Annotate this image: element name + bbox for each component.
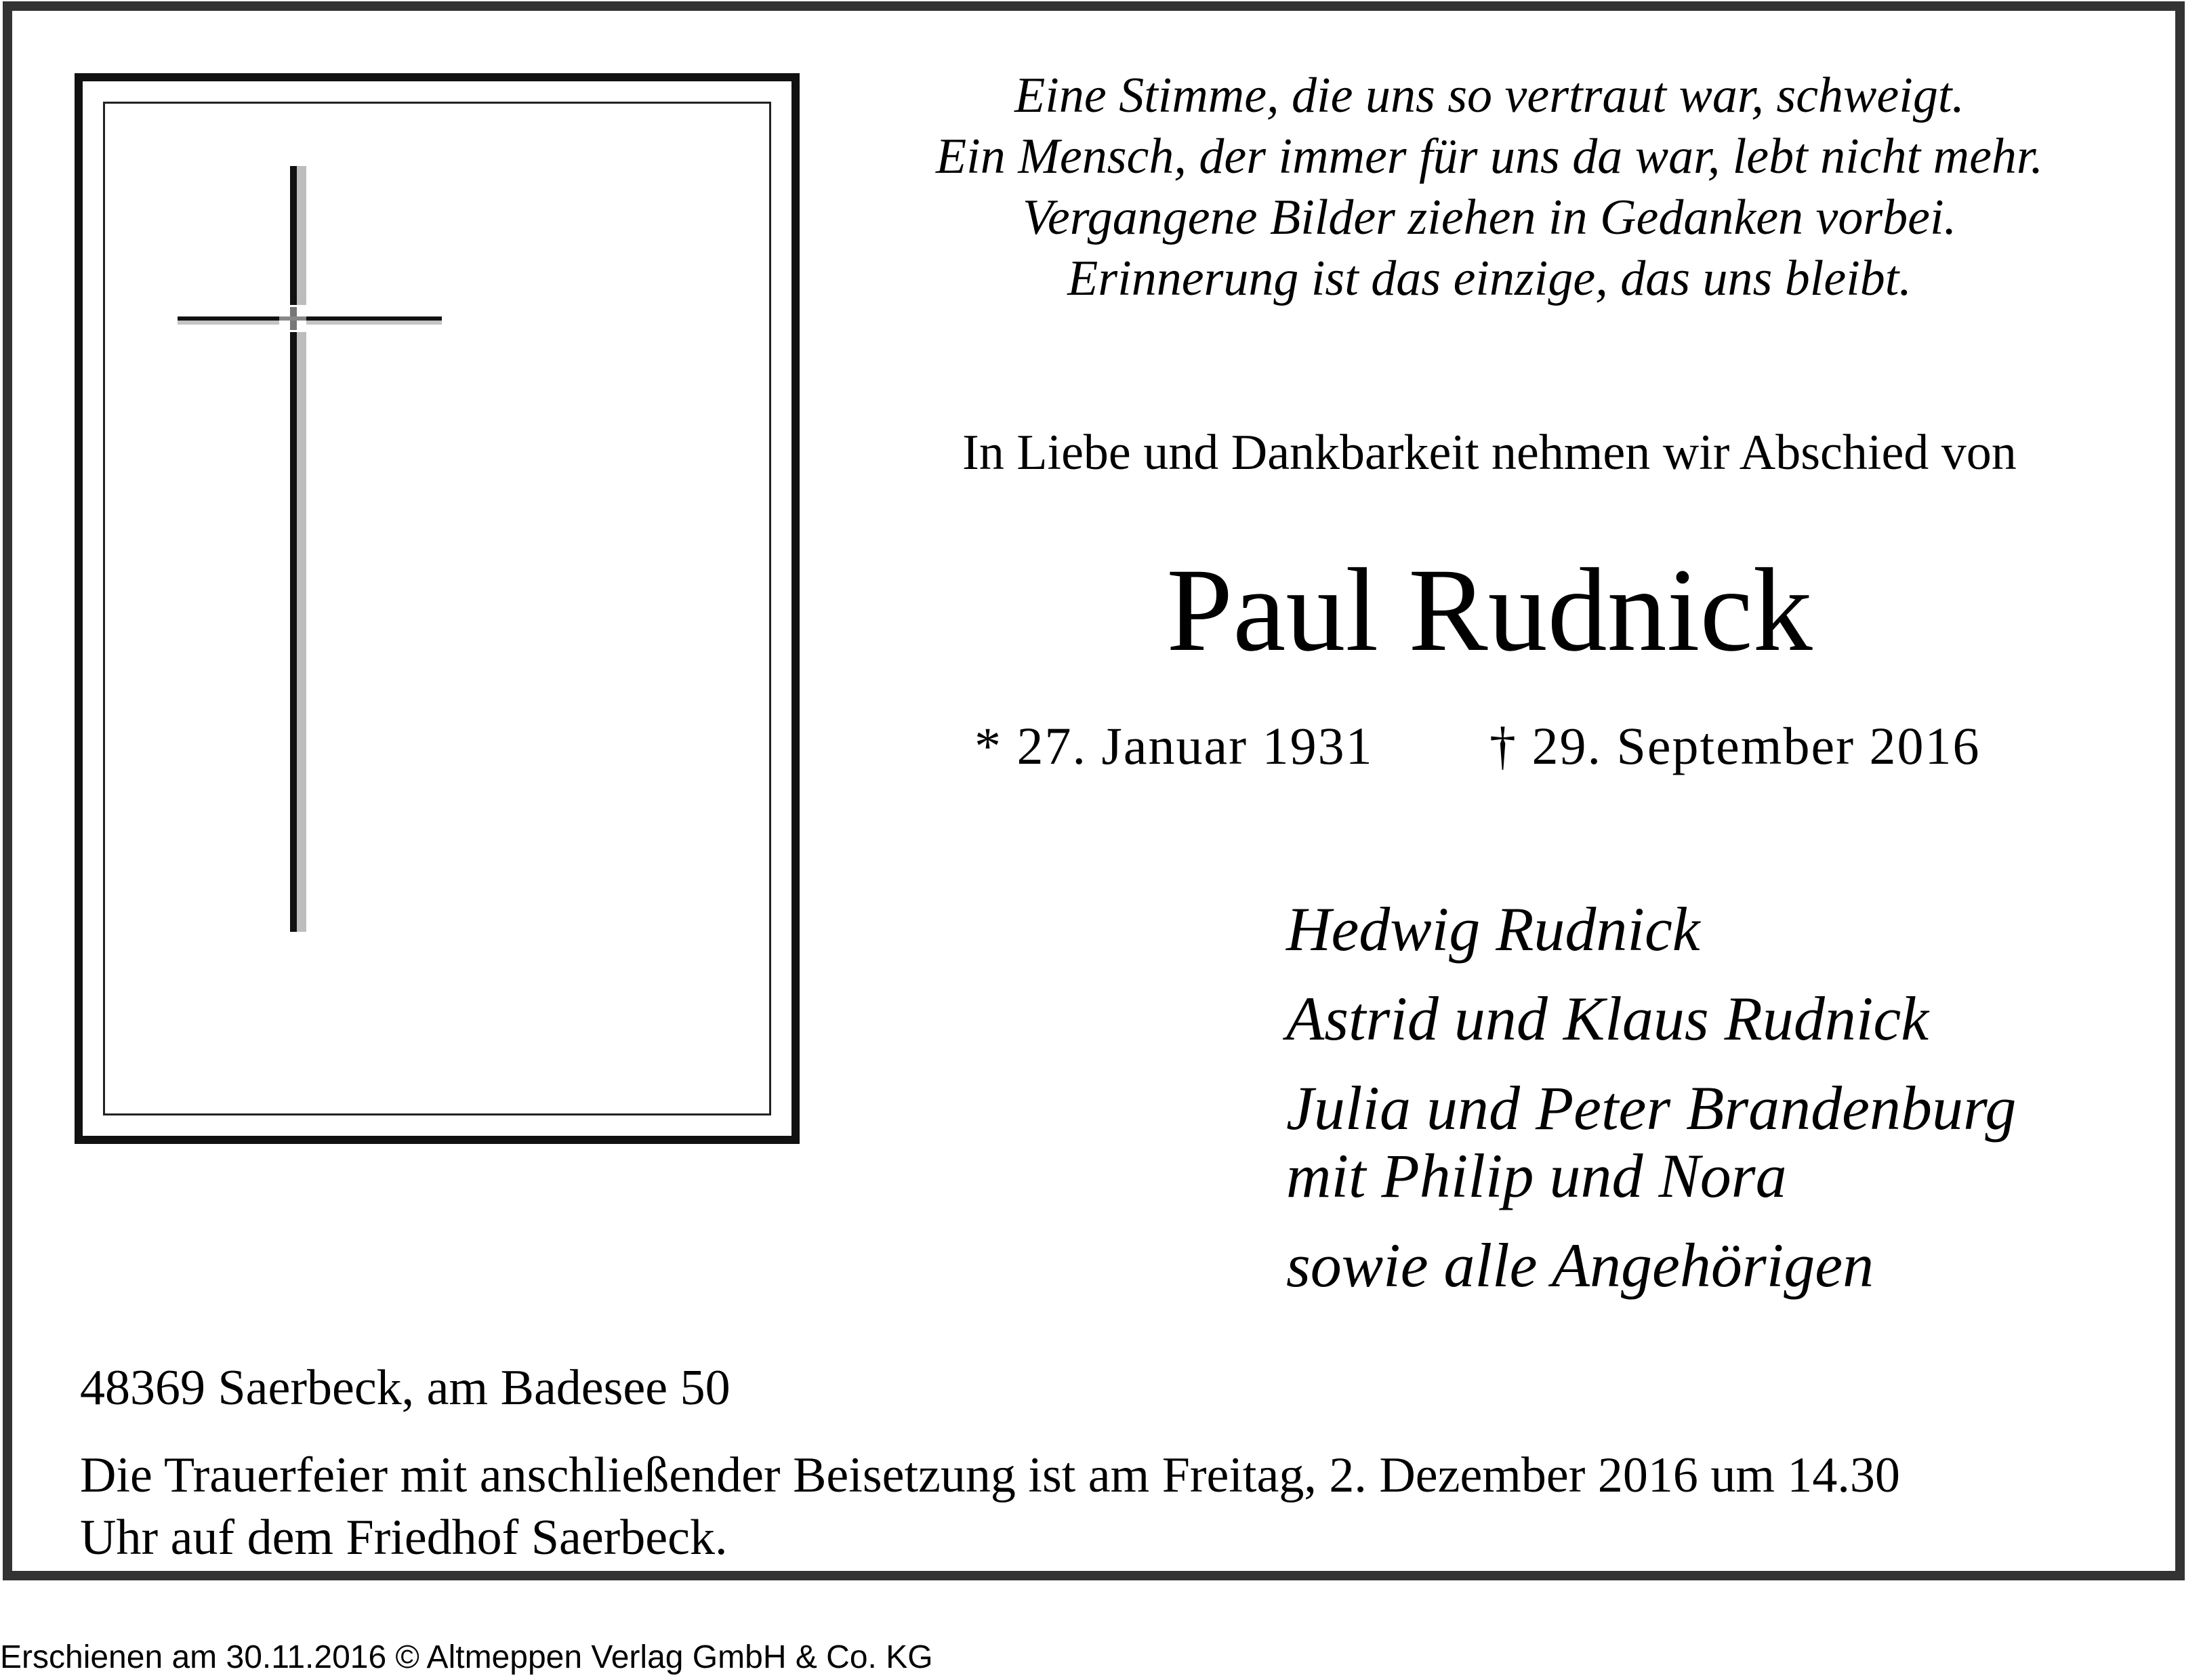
death-date: † 29. September 2016 <box>1489 716 1981 775</box>
poem <box>825 65 2154 309</box>
obituary-notice <box>3 1 2185 1580</box>
deceased-name: Paul Rudnick <box>1166 544 1813 676</box>
mourner: sowie alle Angehörigen <box>1286 1231 1874 1300</box>
poem-line: Vergangene Bilder ziehen in Gedanken vorbei. <box>1022 190 1957 245</box>
mourner: Hedwig Rudnick <box>1286 895 1700 964</box>
ceremony-info <box>80 1444 2167 1569</box>
poem-line: Erinnerung ist das einzige, das uns bleibt. <box>1067 251 1912 306</box>
ceremony-line: Die Trauerfeier mit anschließender Beisetzung ist am Freitag, 2. Dezember 2016 um 14.30 <box>80 1448 1900 1503</box>
publication-footer: Erschienen am 30.11.2016 © Altmeppen Verlag GmbH & Co. KG <box>0 1639 933 1675</box>
mourner: mit Philip und Nora <box>1286 1141 1787 1210</box>
birth-date: * 27. Januar 1931 <box>974 716 1374 775</box>
cross-frame <box>75 73 800 1144</box>
cross-icon <box>178 166 449 932</box>
ceremony-line: Uhr auf dem Friedhof Saerbeck. <box>80 1510 728 1565</box>
mourner: Julia und Peter Brandenburg <box>1286 1073 2017 1143</box>
poem-line: Ein Mensch, der immer für uns da war, lebt nicht mehr. <box>935 129 2044 184</box>
poem-line: Eine Stimme, die uns so vertraut war, schweigt. <box>1014 68 1965 123</box>
farewell-text: In Liebe und Dankbarkeit nehmen wir Abschied von <box>962 425 2017 480</box>
mourner: Astrid und Klaus Rudnick <box>1286 984 1929 1053</box>
address: 48369 Saerbeck, am Badesee 50 <box>80 1360 731 1416</box>
mourners-list <box>1286 895 2016 1299</box>
